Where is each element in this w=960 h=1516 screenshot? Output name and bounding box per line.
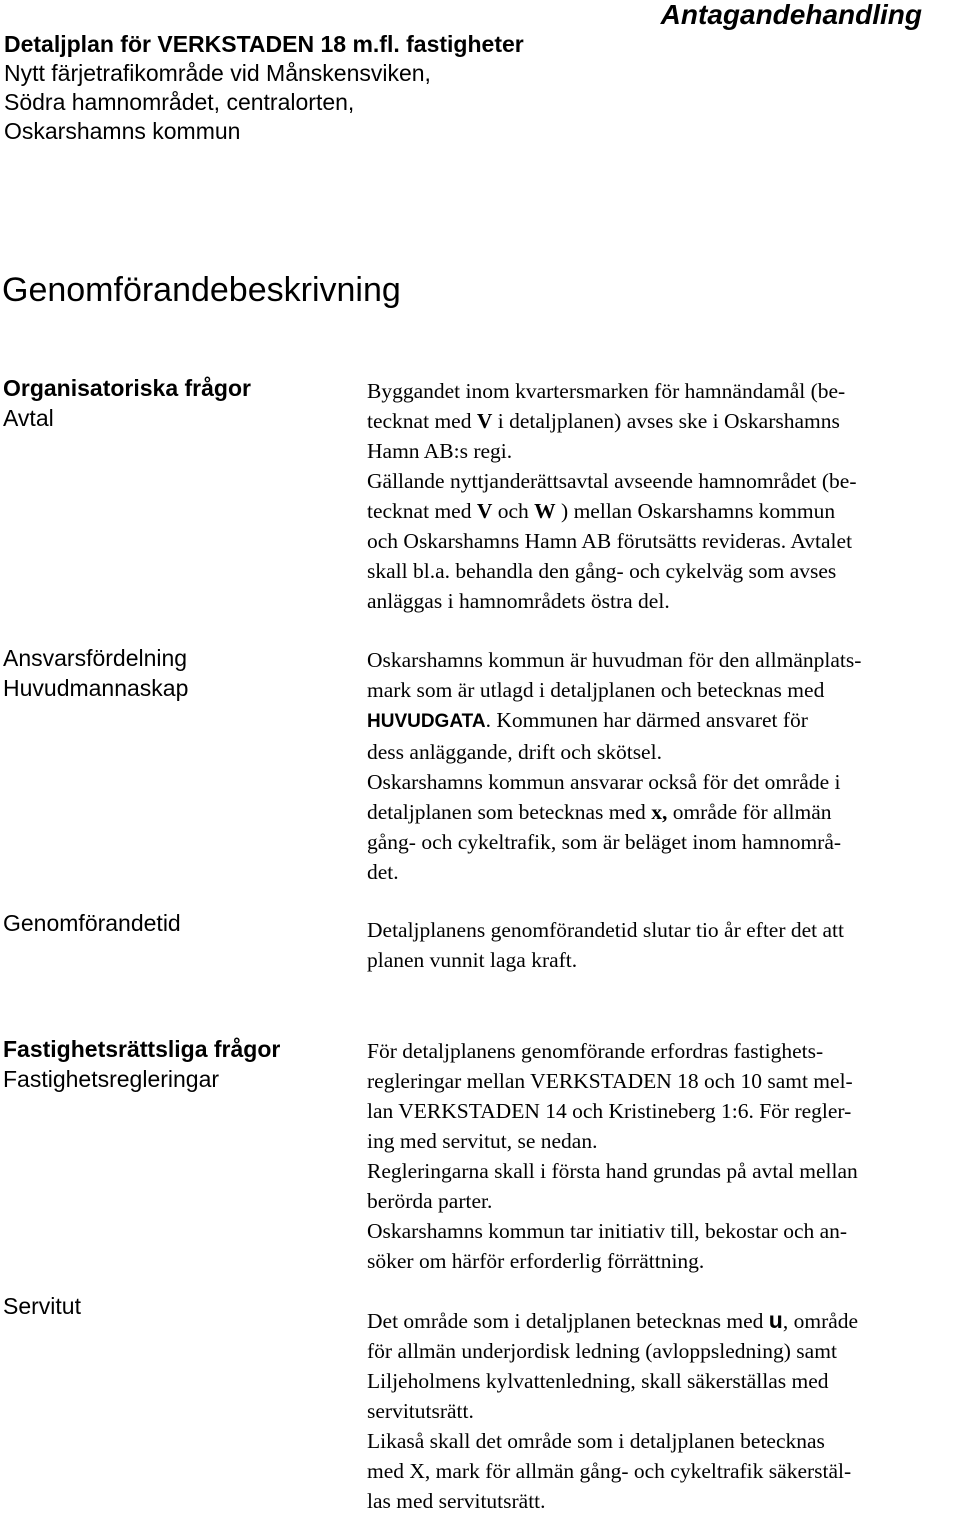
fastighetsregleringar-text <box>367 1036 957 1276</box>
text-line: för allmän underjordisk ledning (avloppsledning) samt <box>367 1339 837 1363</box>
text-line: mark som är utlagd i detaljplanen och betecknas med <box>367 678 825 702</box>
text-line: Regleringarna skall i första hand grundas på avtal mellan <box>367 1159 858 1183</box>
text-line: i detaljplanen) avses ske i Oskarshamns <box>492 409 840 433</box>
text-line: anläggas i hamnområdets östra del. <box>367 589 670 613</box>
subheading-fastighetsregleringar: Fastighetsregleringar <box>3 1066 220 1092</box>
subheading-ansvarsfordelning: Ansvarsfördelning <box>3 645 188 671</box>
ansvar-paragraph-2 <box>367 767 957 887</box>
text-line: För detaljplanens genomförande erfordras fastighets- <box>367 1039 824 1063</box>
genomforandetid-text <box>367 915 957 975</box>
text-line: tecknat med <box>367 409 477 433</box>
servitut-paragraph-1 <box>367 1305 957 1426</box>
text-line: Byggandet inom kvartersmarken för hamnändamål (be- <box>367 379 846 403</box>
avtal-text <box>367 376 957 616</box>
section-label-organisatoriska <box>3 373 251 433</box>
text-line: och Oskarshamns Hamn AB förutsätts revideras. Avtalet <box>367 529 853 553</box>
text-line: . Kommunen har därmed ansvaret för <box>485 708 808 732</box>
designation-w: W <box>534 499 556 523</box>
section-heading-organisatoriska: Organisatoriska frågor <box>3 375 251 401</box>
designation-v: V <box>476 409 493 433</box>
ansvar-text <box>367 645 957 887</box>
plan-title <box>4 30 524 146</box>
text-line: regleringar mellan VERKSTADEN 18 och 10 samt mel- <box>367 1069 853 1093</box>
text-line: Oskarshamns kommun tar initiativ till, bekostar och an- <box>367 1219 848 1243</box>
avtal-paragraph-2 <box>367 466 957 616</box>
document-status: Antagandehandling <box>660 0 922 30</box>
regleringar-paragraph-2 <box>367 1156 957 1216</box>
text-line: med X, mark för allmän gång- och cykeltrafik säkerstäl- <box>367 1459 852 1483</box>
text-line: tecknat med <box>367 499 477 523</box>
text-line: Oskarshamns kommun ansvarar också för det område i <box>367 770 841 794</box>
text-line: Det område som i detaljplanen betecknas med <box>367 1309 769 1333</box>
subheading-servitut: Servitut <box>3 1293 81 1319</box>
text-line: detaljplanen som betecknas med <box>367 800 652 824</box>
plan-title-line4: Oskarshamns kommun <box>4 118 241 144</box>
text-line: Liljeholmens kylvattenledning, skall säkerställas med <box>367 1369 829 1393</box>
text-line: servitutsrätt. <box>367 1399 474 1423</box>
text-line: dess anläggande, drift och skötsel. <box>367 740 662 764</box>
text-line: las med servitutsrätt. <box>367 1489 546 1513</box>
text-line: ing med servitut, se nedan. <box>367 1129 598 1153</box>
text-line: Likaså skall det område som i detaljplanen betecknas <box>367 1429 825 1453</box>
text-line: område för allmän <box>667 800 832 824</box>
text-line: söker om härför erforderlig förrättning. <box>367 1249 705 1273</box>
regleringar-paragraph-1 <box>367 1036 957 1156</box>
servitut-text <box>367 1305 957 1516</box>
subheading-avtal: Avtal <box>3 405 54 431</box>
page-title: Genomförandebeskrivning <box>2 271 401 309</box>
text-line: och <box>492 499 535 523</box>
plan-title-main: Detaljplan för VERKSTADEN 18 m.fl. fastigheter <box>4 31 524 57</box>
designation-v: V <box>476 499 493 523</box>
designation-huvudgata: HUVUDGATA <box>367 711 486 732</box>
section-label-servitut <box>3 1291 81 1321</box>
text-line: Gällande nyttjanderättsavtal avseende hamnområdet (be- <box>367 469 857 493</box>
section-heading-fastighetsrattsliga: Fastighetsrättsliga frågor <box>3 1036 281 1062</box>
subheading-huvudmannaskap: Huvudmannaskap <box>3 675 189 701</box>
text-line: Hamn AB:s regi. <box>367 439 513 463</box>
subheading-genomforandetid: Genomförandetid <box>3 910 181 936</box>
text-line: gång- och cykeltrafik, som är beläget inom hamnområ- <box>367 830 842 854</box>
text-line: skall bl.a. behandla den gång- och cykelväg som avses <box>367 559 837 583</box>
text-line: det. <box>367 860 399 884</box>
section-label-genomforandetid <box>3 908 181 938</box>
text-line: lan VERKSTADEN 14 och Kristineberg 1:6. För regler- <box>367 1099 852 1123</box>
genomforandetid-paragraph <box>367 915 957 975</box>
text-line: berörda parter. <box>367 1189 493 1213</box>
text-line: planen vunnit laga kraft. <box>367 948 578 972</box>
designation-u: u <box>768 1307 783 1333</box>
avtal-paragraph-1 <box>367 376 957 466</box>
text-line: , område <box>782 1309 859 1333</box>
designation-x: x, <box>651 800 668 824</box>
text-line: ) mellan Oskarshamns kommun <box>555 499 836 523</box>
servitut-paragraph-2 <box>367 1426 957 1516</box>
text-line: Oskarshamns kommun är huvudman för den allmänplats- <box>367 648 862 672</box>
ansvar-paragraph-1 <box>367 645 957 767</box>
section-label-fastighet <box>3 1034 280 1094</box>
text-line: Detaljplanens genomförandetid slutar tio år efter det att <box>367 918 844 942</box>
plan-title-line3: Södra hamnområdet, centralorten, <box>4 89 355 115</box>
regleringar-paragraph-3 <box>367 1216 957 1276</box>
plan-title-line2: Nytt färjetrafikområde vid Månskensviken, <box>4 60 431 86</box>
section-label-ansvar <box>3 643 188 703</box>
